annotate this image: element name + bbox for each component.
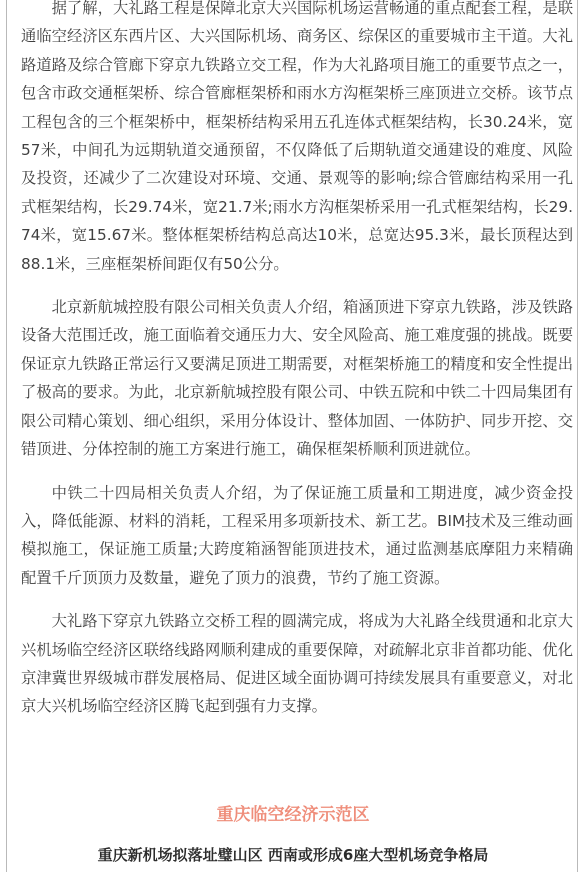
article-paragraph-1: 据了解，大礼路工程是保障北京大兴国际机场运营畅通的重点配套工程，是联通临空经济区东西片区、大兴国际机场、商务区、综保区的重要城市主干道。大礼路道路及综合管廊下穿京九铁路立交工程，作为大礼路项目施工的重要节点之一，包含市政交通框架桥、综合管廊框架桥和雨水方沟框架桥三座顶进立交桥。该节点工程包含的三个框架桥中，框架桥结构采用五孔连体式框架结构，长30.24米，宽57米，中间孔为远期轨道交通预留，不仅降低了后期轨道交通建设的难度、风险及投资，还减少了二次建设对环境、交通、景观等的影响;综合管廊结构采用一孔式框架结构，长29.74米，宽21.7米;雨水方沟框架桥采用一孔式框架结构，长29.74米，宽15.67米。整体框架桥结构总高达10米，总宽达95.3米，最长顶程达到88.1米，三座框架桥间距仅有50公分。 — [21, 0, 573, 273]
article-paragraph-3: 中铁二十四局相关负责人介绍，为了保证施工质量和工期进度，减少资金投入，降低能源、材料的消耗，工程采用多项新技术、新工艺。BIM技术及三维动画模拟施工，保证施工质量;大跨度箱涵智能顶进技术，通过监测基底摩阻力来精确配置千斤顶顶力及数量，避免了顶力的浪费，节约了施工资源。 — [21, 483, 573, 587]
next-article-headline[interactable]: 重庆新机场拟落址璧山区 西南或形成6座大型机场竞争格局 — [97, 846, 489, 864]
content-frame — [6, 0, 578, 872]
article-paragraph-4: 大礼路下穿京九铁路立交桥工程的圆满完成，将成为大礼路全线贯通和北京大兴机场临空经济区联络线路网顺利建成的重要保障，对疏解北京非首都功能、优化京津冀世界级城市群发展格局、促进区域全面协调可持续发展具有重要意义，对北京大兴机场临空经济区腾飞起到强有力支撑。 — [21, 612, 573, 716]
article-body — [21, 0, 573, 736]
article-paragraph-2: 北京新航城控股有限公司相关负责人介绍，箱涵顶进下穿京九铁路，涉及铁路设备大范围迁改，施工面临着交通压力大、安全风险高、施工难度强的挑战。既要保证京九铁路正常运行又要满足顶进工期需要，对框架桥施工的精度和安全性提出了极高的要求。为此，北京新航城控股有限公司、中铁五院和中铁二十四局集团有限公司精心策划、细心组织，采用分体设计、整体加固、一体防护、同步开挖、交错顶进、分体控制的施工方案进行施工，确保框架桥顺利顶进就位。 — [21, 298, 573, 459]
section-title: 重庆临空经济示范区 — [216, 805, 370, 825]
